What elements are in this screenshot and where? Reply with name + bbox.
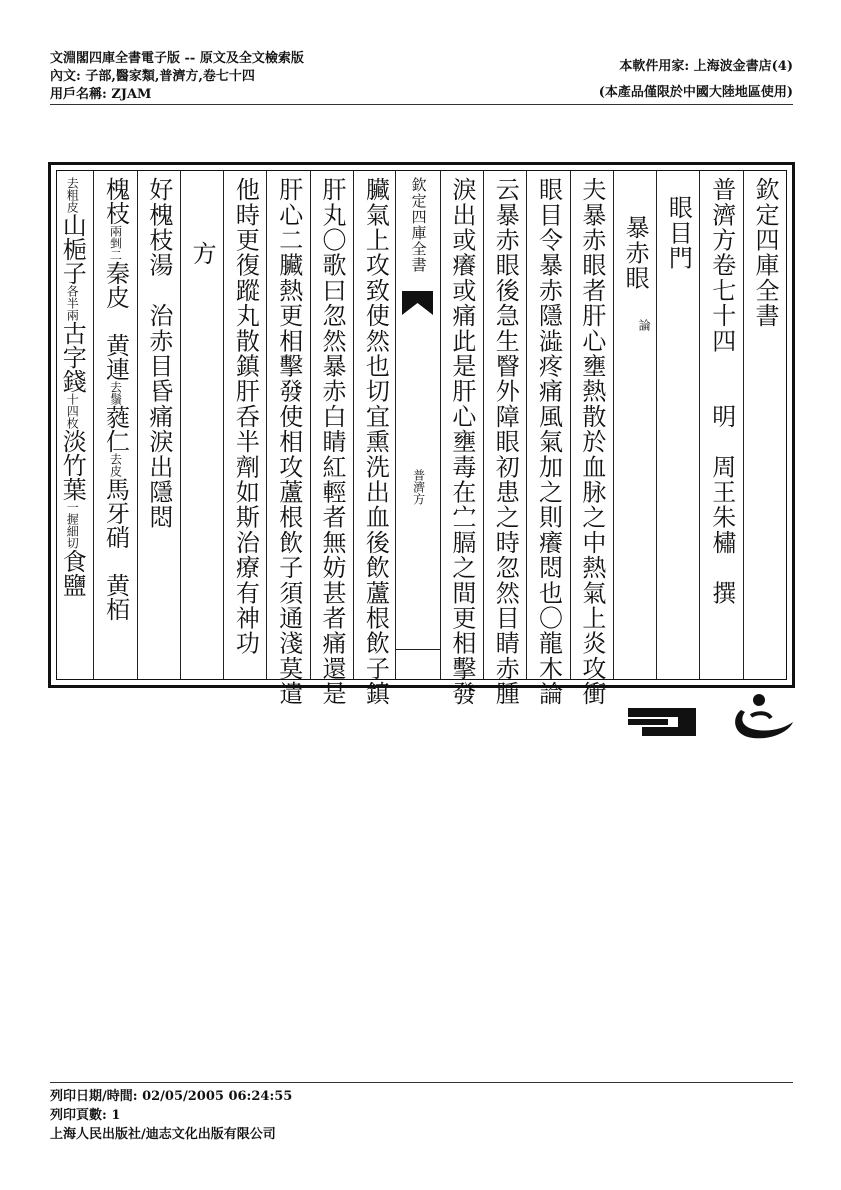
- column-book-title: [743, 171, 786, 679]
- column-text: 肝丸〇歌曰忽然暴赤白睛紅輕者無妨甚者痛還是: [318, 177, 346, 707]
- text-column: [570, 171, 613, 707]
- formula-herb: 古字錢: [58, 321, 87, 393]
- column-text: 淚出或癢或痛此是肝心壅毒在㝉膈之間更相擊發: [447, 177, 476, 707]
- formula-note: 去粗皮: [65, 177, 80, 213]
- center-book-sub: 普濟方: [411, 469, 426, 505]
- header-right: [599, 54, 793, 106]
- header-licensee: 本軟件用家: 上海波金書店(4): [619, 59, 793, 74]
- note-lun: 論: [637, 319, 652, 331]
- column-text: 方: [188, 241, 217, 267]
- footer: [50, 1087, 292, 1144]
- formula-herb: 馬牙硝 黄栢: [101, 477, 130, 621]
- text-column: [266, 171, 309, 707]
- print-datetime: 列印日期/時間: 02/05/2005 06:24:55: [50, 1089, 293, 1104]
- text-column: [223, 171, 266, 679]
- column-text: 肝心二臟熱更相擊發使相攻蘆根飲子須通淺莫遣: [274, 177, 303, 707]
- column-text: 夫暴赤眼者肝心壅熱散於血脉之中熱氣上炎攻衝: [577, 177, 606, 707]
- formula-column-1: [93, 171, 136, 679]
- dizhi-logo-icon: [727, 692, 795, 744]
- page-frame: [48, 162, 795, 707]
- header-left: [50, 50, 304, 104]
- formula-herb: 山梔子: [58, 213, 87, 285]
- column-volume-title: [699, 171, 742, 679]
- formula-herb: 食鹽: [58, 549, 87, 597]
- publisher-names: 上海人民出版社/迪志文化出版有限公司: [50, 1127, 276, 1142]
- header-user: 用戶名稱: ZJAM: [50, 87, 152, 102]
- formula-note: 各半兩: [65, 285, 80, 321]
- column-text: 欽定四庫全書: [751, 177, 779, 329]
- formula-herb: 淡竹葉: [58, 429, 87, 501]
- center-rule: [396, 649, 439, 650]
- header-title: 文淵閣四庫全書電子版 -- 原文及全文檢索版: [50, 51, 304, 66]
- formula-note: 十四枚: [65, 393, 80, 429]
- text-column: [483, 171, 526, 707]
- column-text: 他時更復蹤丸散鎮肝呑半劑如斯治療有神功: [231, 177, 260, 656]
- column-fang: [180, 171, 223, 679]
- formula-note: 去皮: [108, 453, 123, 477]
- column-text: 暴赤眼: [621, 215, 650, 291]
- text-column: [526, 171, 569, 707]
- text-column: [440, 171, 483, 707]
- center-fold-column: [395, 171, 439, 679]
- formula-herb: 秦皮 黄連: [101, 261, 130, 381]
- publisher-logo-icon: [628, 706, 696, 740]
- formula-herb: 槐枝: [101, 177, 130, 225]
- center-book-title: 欽定四庫全書: [409, 177, 428, 273]
- header-region-note: (本產品僅限於中國大陸地區使用): [598, 85, 793, 100]
- page-inner-border: [56, 170, 787, 707]
- fish-tail-mark-icon: [402, 291, 433, 321]
- column-text: 普濟方卷七十四 明 周王朱橚 撰: [707, 177, 736, 606]
- formula-note: 二: [108, 249, 123, 261]
- text-column-recipe: [137, 171, 180, 679]
- column-text: 臟氣上攻致使然也切宜熏洗出血後飲蘆根飲子鎮: [361, 177, 390, 707]
- text-column: [353, 171, 396, 707]
- column-subsection: [613, 171, 656, 679]
- column-section: [656, 171, 699, 679]
- formula-note: 兩剉: [108, 225, 123, 249]
- formula-note: 去鬚: [108, 381, 123, 405]
- header-divider: [50, 104, 793, 105]
- column-text: 好槐枝湯 治赤目昏痛淚出隱悶: [144, 177, 173, 530]
- print-page-count: 列印頁數: 1: [50, 1108, 121, 1123]
- formula-column-2: [51, 171, 93, 679]
- formula-herb: 蕤仁: [101, 405, 130, 453]
- column-text: 眼目令暴赤隱澁疼痛風氣加之則癢悶也〇龍木論: [534, 177, 563, 707]
- header-content-path: 內文: 子部,醫家類,普濟方,卷七十四: [50, 69, 255, 84]
- column-text: 眼目門: [664, 195, 693, 271]
- footer-divider: [50, 1082, 793, 1083]
- column-text: 云暴赤眼後急生瞖外障眼初患之時忽然目睛赤腫: [491, 177, 520, 707]
- formula-note: 一握細切: [65, 501, 80, 549]
- text-column: [310, 171, 353, 707]
